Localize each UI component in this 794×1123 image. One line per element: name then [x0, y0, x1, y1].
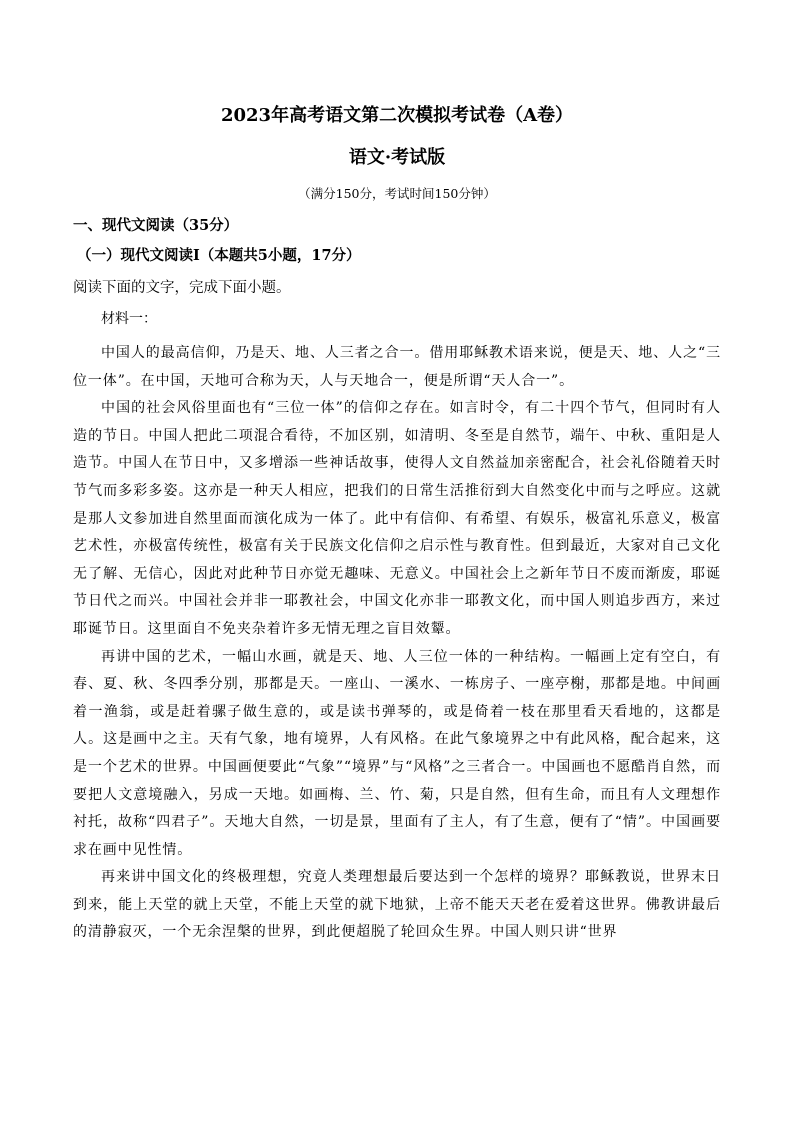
passage-paragraph: 中国人的最高信仰，乃是天、地、人三者之合一。借用耶稣教术语来说，便是天、地、人之“三位一体”。在中国，天地可合称为天，人与天地合一，便是所谓“天人合一”。 [73, 345, 721, 389]
reading-instruction: 阅读下面的文字，完成下面小题。 [73, 280, 291, 296]
subsection-title: （一）现代文阅读Ⅰ（本题共5小题，17分） [77, 247, 361, 264]
passage-paragraph: 再讲中国的艺术，一幅山水画，就是天、地、人三位一体的一种结构。一幅画上定有空白，有春、夏、秋、冬四季分别，那都是天。一座山、一溪水、一栋房子、一座亭榭，那都是地。中间画着一渔翁，或是赶着骡子做生意的，或是读书弹琴的，或是倚着一枝在那里看天看地的，这都是人。这是画中之主。天有气象，地有境界，人有风格。在此气象境界之中有此风格，配合起来，这是一个艺术的世界。中国画便要此“气象”“境界”与“风格”之三者合一。中国画也不愿酷肖自然，而要把人文意境融入，另成一天地。如画梅、兰、竹、菊，只是自然，但有生命，而且有人文理想作衬托，故称“四君子”。天地大自然，一切是景，里面有了主人，有了生意，便有了“情”。中国画要求在画中见性情。 [73, 648, 721, 858]
exam-title: 2023年高考语文第二次模拟考试卷（A卷） [220, 105, 574, 126]
section-title: 一、现代文阅读（35分） [73, 217, 239, 234]
exam-time-note: （满分150分，考试时间150分钟） [298, 186, 496, 201]
passage-paragraph: 再来讲中国文化的终极理想，究竟人类理想最后要达到一个怎样的境界？耶稣教说，世界末日到来，能上天堂的就上天堂，不能上天堂的就下地狱，上帝不能天天老在爱着这世界。佛教讲最后的清静寂灭，一个无余涅槃的世界，到此便超脱了轮回众生界。中国人则只讲“世界 [73, 869, 721, 941]
exam-subtitle: 语文·考试版 [348, 147, 446, 168]
material-label: 材料一： [101, 311, 157, 327]
passage-paragraph: 中国的社会风俗里面也有“三位一体”的信仰之存在。如言时令，有二十四个节气，但同时有人造的节日。中国人把此二项混合看待，不加区别，如清明、冬至是自然节，端午、中秋、重阳是人造节。中国人在节日中，又多增添一些神话故事，使得人文自然益加亲密配合，社会礼俗随着天时节气而多彩多姿。这亦是一种天人相应，把我们的日常生活推衍到大自然变化中而与之呼应。这就是那人文参加进自然里面而演化成为一体了。此中有信仰、有希望、有娱乐，极富礼乐意义，极富艺术性，亦极富传统性，极富有关于民族文化信仰之启示性与教育性。但到最近，大家对自己文化无了解、无信心，因此对此种节日亦觉无趣味、无意义。中国社会上之新年节日不废而渐废，耶诞节日代之而兴。中国社会并非一耶教社会，中国文化亦非一耶教文化，而中国人则追步西方，来过耶诞节日。这里面自不免夹杂着许多无情无理之盲目效颦。 [73, 400, 721, 637]
passage-body [73, 340, 721, 947]
